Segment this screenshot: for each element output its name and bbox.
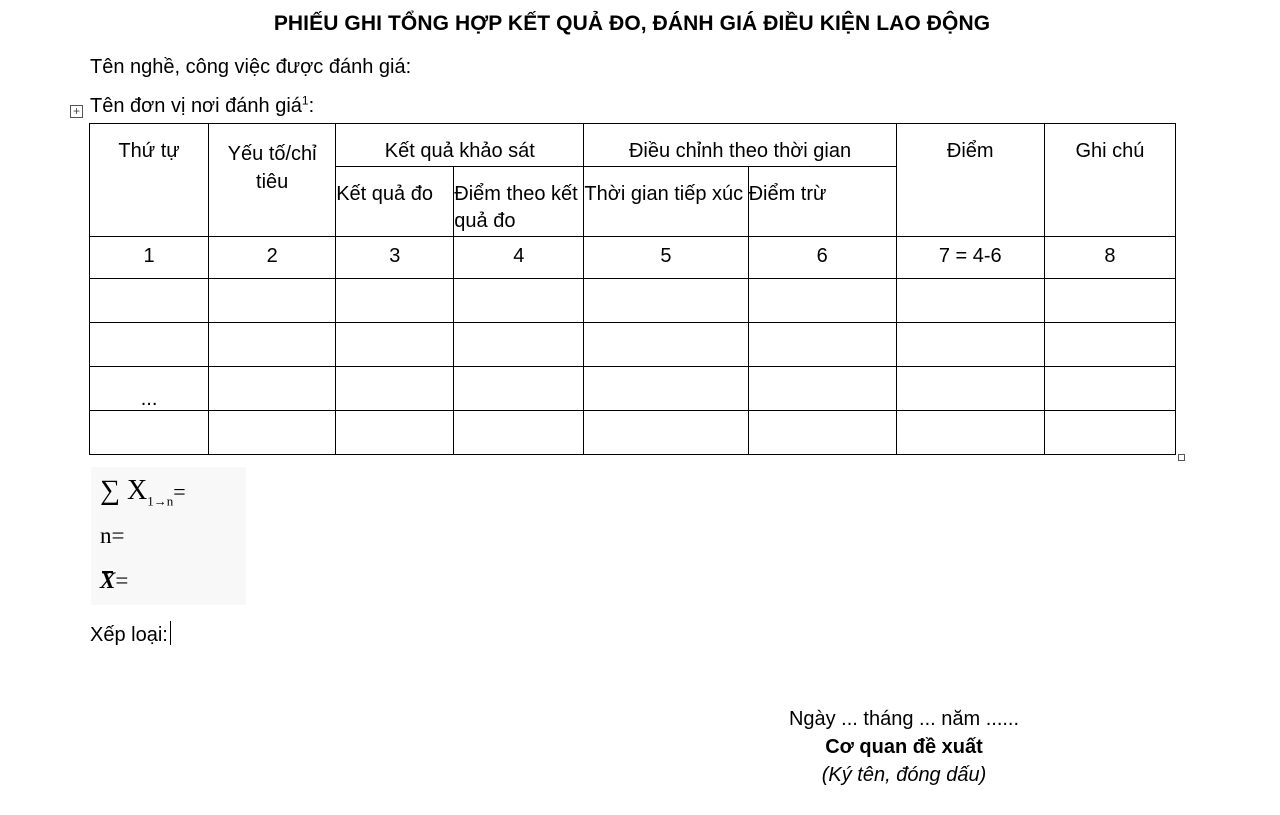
mean-equals: = <box>115 568 129 593</box>
col-number: 5 <box>584 237 748 279</box>
signature-instruction: (Ký tên, đóng dấu) <box>821 764 987 786</box>
sum-equals: = <box>173 479 186 504</box>
table-cell[interactable] <box>454 367 584 411</box>
table-cell[interactable] <box>454 411 584 455</box>
table-cell[interactable] <box>748 323 896 367</box>
signature-date: Ngày ... tháng ... năm ...... <box>788 708 1020 730</box>
classification-label: Xếp loại: <box>90 624 168 646</box>
table-cell[interactable] <box>336 279 454 323</box>
unit-label <box>90 95 314 118</box>
formula-image <box>91 467 246 605</box>
unit-label-text: Tên đơn vị nơi đánh giá <box>90 95 302 117</box>
numbering-row <box>90 237 1176 279</box>
footnote-marker: 1 <box>301 93 309 108</box>
document-title: PHIẾU GHI TỔNG HỢP KẾT QUẢ ĐO, ĐÁNH GIÁ ĐIỀU KIỆN LAO ĐỘNG <box>273 12 991 35</box>
text-cursor <box>170 621 171 645</box>
unit-label-colon: : <box>308 95 315 117</box>
table-cell[interactable] <box>748 279 896 323</box>
table-row <box>90 279 1176 323</box>
header-order: Thứ tự <box>90 124 209 237</box>
header-exposure-time: Thời gian tiếp xúc <box>584 167 748 237</box>
col-number: 8 <box>1044 237 1175 279</box>
signature-block <box>763 705 1045 789</box>
job-label: Tên nghề, công việc được đánh giá: <box>90 56 412 78</box>
sum-formula <box>100 475 186 510</box>
table-cell[interactable] <box>336 367 454 411</box>
table-cell[interactable] <box>454 279 584 323</box>
col-number: 6 <box>748 237 896 279</box>
table-cell[interactable] <box>896 367 1044 411</box>
table-cell[interactable] <box>1044 367 1175 411</box>
table-cell[interactable] <box>896 411 1044 455</box>
table-cell[interactable] <box>748 367 896 411</box>
table-cell[interactable] <box>584 367 748 411</box>
col-number: 4 <box>454 237 584 279</box>
table-cell[interactable] <box>584 279 748 323</box>
header-measure: Kết quả đo <box>336 167 454 237</box>
table-cell[interactable] <box>1044 411 1175 455</box>
table-cell[interactable] <box>209 323 336 367</box>
header-survey: Kết quả khảo sát <box>336 124 584 167</box>
table-cell[interactable] <box>336 323 454 367</box>
table-cell[interactable] <box>209 367 336 411</box>
table-row <box>90 411 1176 455</box>
table-cell[interactable] <box>584 323 748 367</box>
mean-symbol: X <box>100 568 116 593</box>
table-cell[interactable] <box>209 411 336 455</box>
col-number: 1 <box>90 237 209 279</box>
header-row-top <box>90 124 1176 167</box>
signature-agency: Cơ quan đề xuất <box>825 736 983 758</box>
table-cell[interactable] <box>90 279 209 323</box>
n-formula: n= <box>100 523 125 548</box>
table-cell[interactable] <box>454 323 584 367</box>
table-cell[interactable] <box>1044 323 1175 367</box>
header-score-by-measure: Điểm theo kết quả đo <box>454 167 584 237</box>
sum-symbol: ∑ X <box>100 475 148 506</box>
header-score: Điểm <box>896 124 1044 237</box>
sum-subscript: 1→n <box>147 493 174 509</box>
table-row <box>90 323 1176 367</box>
header-deduct: Điểm trừ <box>748 167 896 237</box>
table-cell[interactable] <box>896 279 1044 323</box>
col-number: 3 <box>336 237 454 279</box>
table-cell[interactable] <box>209 279 336 323</box>
table-cell[interactable] <box>336 411 454 455</box>
table-cell[interactable] <box>90 411 209 455</box>
table-cell[interactable] <box>1044 279 1175 323</box>
header-note: Ghi chú <box>1044 124 1175 237</box>
table-cell[interactable] <box>748 411 896 455</box>
table-resize-handle-icon[interactable] <box>1178 454 1185 461</box>
classification-line[interactable] <box>90 621 171 647</box>
col-number: 7 = 4-6 <box>896 237 1044 279</box>
results-table <box>89 123 1176 455</box>
table-row <box>90 367 1176 411</box>
table-move-handle-icon[interactable]: + <box>70 105 83 118</box>
table-cell[interactable] <box>90 323 209 367</box>
mean-formula <box>100 568 128 594</box>
col-number: 2 <box>209 237 336 279</box>
header-factor: Yếu tố/chỉ tiêu <box>209 124 336 237</box>
table-cell[interactable] <box>584 411 748 455</box>
table-cell-ellipsis[interactable]: ... <box>90 367 209 411</box>
table-cell[interactable] <box>896 323 1044 367</box>
header-adjust: Điều chỉnh theo thời gian <box>584 124 896 167</box>
